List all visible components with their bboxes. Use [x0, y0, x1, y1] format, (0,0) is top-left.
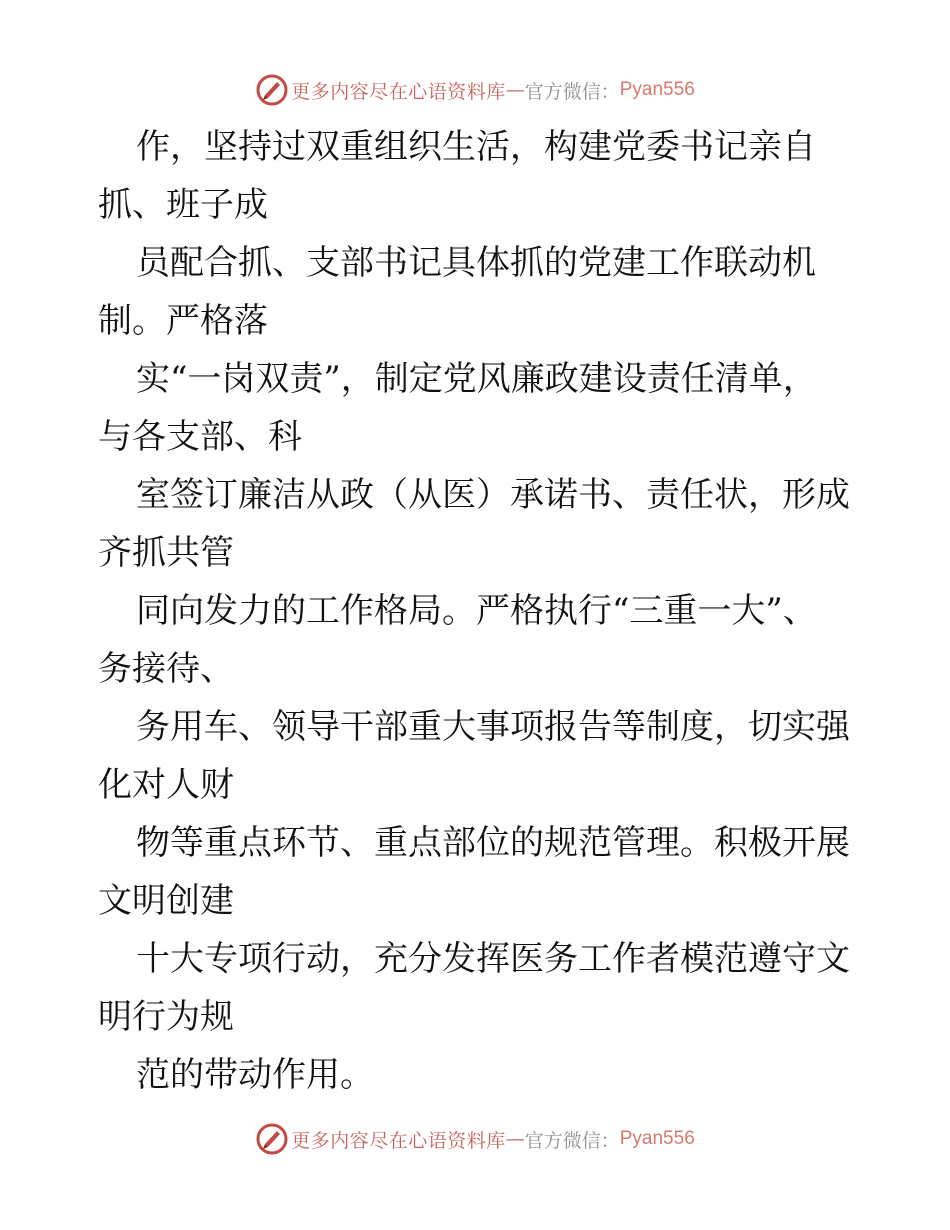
- body-line: 室签订廉洁从政（从医）承诺书、责任状，形成: [136, 475, 850, 515]
- body-line: 务用车、领导干部重大事项报告等制度，切实强: [136, 707, 850, 747]
- body-line: 十大专项行动，充分发挥医务工作者模范遵守文: [136, 939, 850, 979]
- body-line: 化对人财: [98, 765, 234, 805]
- body-line: 与各支部、科: [98, 417, 302, 457]
- body-line: 作，坚持过双重组织生活，构建党委书记亲自: [136, 127, 816, 167]
- header-banner: [0, 70, 950, 110]
- body-line: 务接待、: [98, 649, 234, 689]
- body-line: 员配合抓、支部书记具体抓的党建工作联动机: [136, 243, 816, 283]
- footer-official-label: 官方微信：: [524, 1129, 620, 1152]
- header-promo-text: 更多内容尽在心语资料库: [291, 80, 506, 103]
- pen-logo-icon: [255, 1122, 289, 1156]
- body-line: 明行为规: [98, 997, 234, 1037]
- header-official-label: 官方微信：: [524, 80, 620, 103]
- footer-promo-text: 更多内容尽在心语资料库: [291, 1129, 506, 1152]
- header-wechat-id: Pyan556: [619, 79, 695, 100]
- body-line: 文明创建: [98, 881, 234, 921]
- body-line: 同向发力的工作格局。严格执行“三重一大”、: [136, 591, 817, 631]
- body-line: 抓、班子成: [98, 185, 268, 225]
- body-text: [98, 118, 858, 1104]
- header-dash: —: [505, 79, 525, 101]
- body-line: 齐抓共管: [98, 533, 234, 573]
- body-line: 制。严格落: [98, 301, 268, 341]
- pen-logo-icon: [255, 73, 289, 107]
- body-line: 实“一岗双责”，制定党风廉政建设责任清单，: [136, 359, 817, 399]
- body-line: 物等重点环节、重点部位的规范管理。积极开展: [136, 823, 850, 863]
- body-line: 范的带动作用。: [136, 1055, 374, 1095]
- footer-wechat-id: Pyan556: [619, 1128, 695, 1149]
- footer-banner: [0, 1119, 950, 1159]
- footer-dash: —: [505, 1128, 525, 1150]
